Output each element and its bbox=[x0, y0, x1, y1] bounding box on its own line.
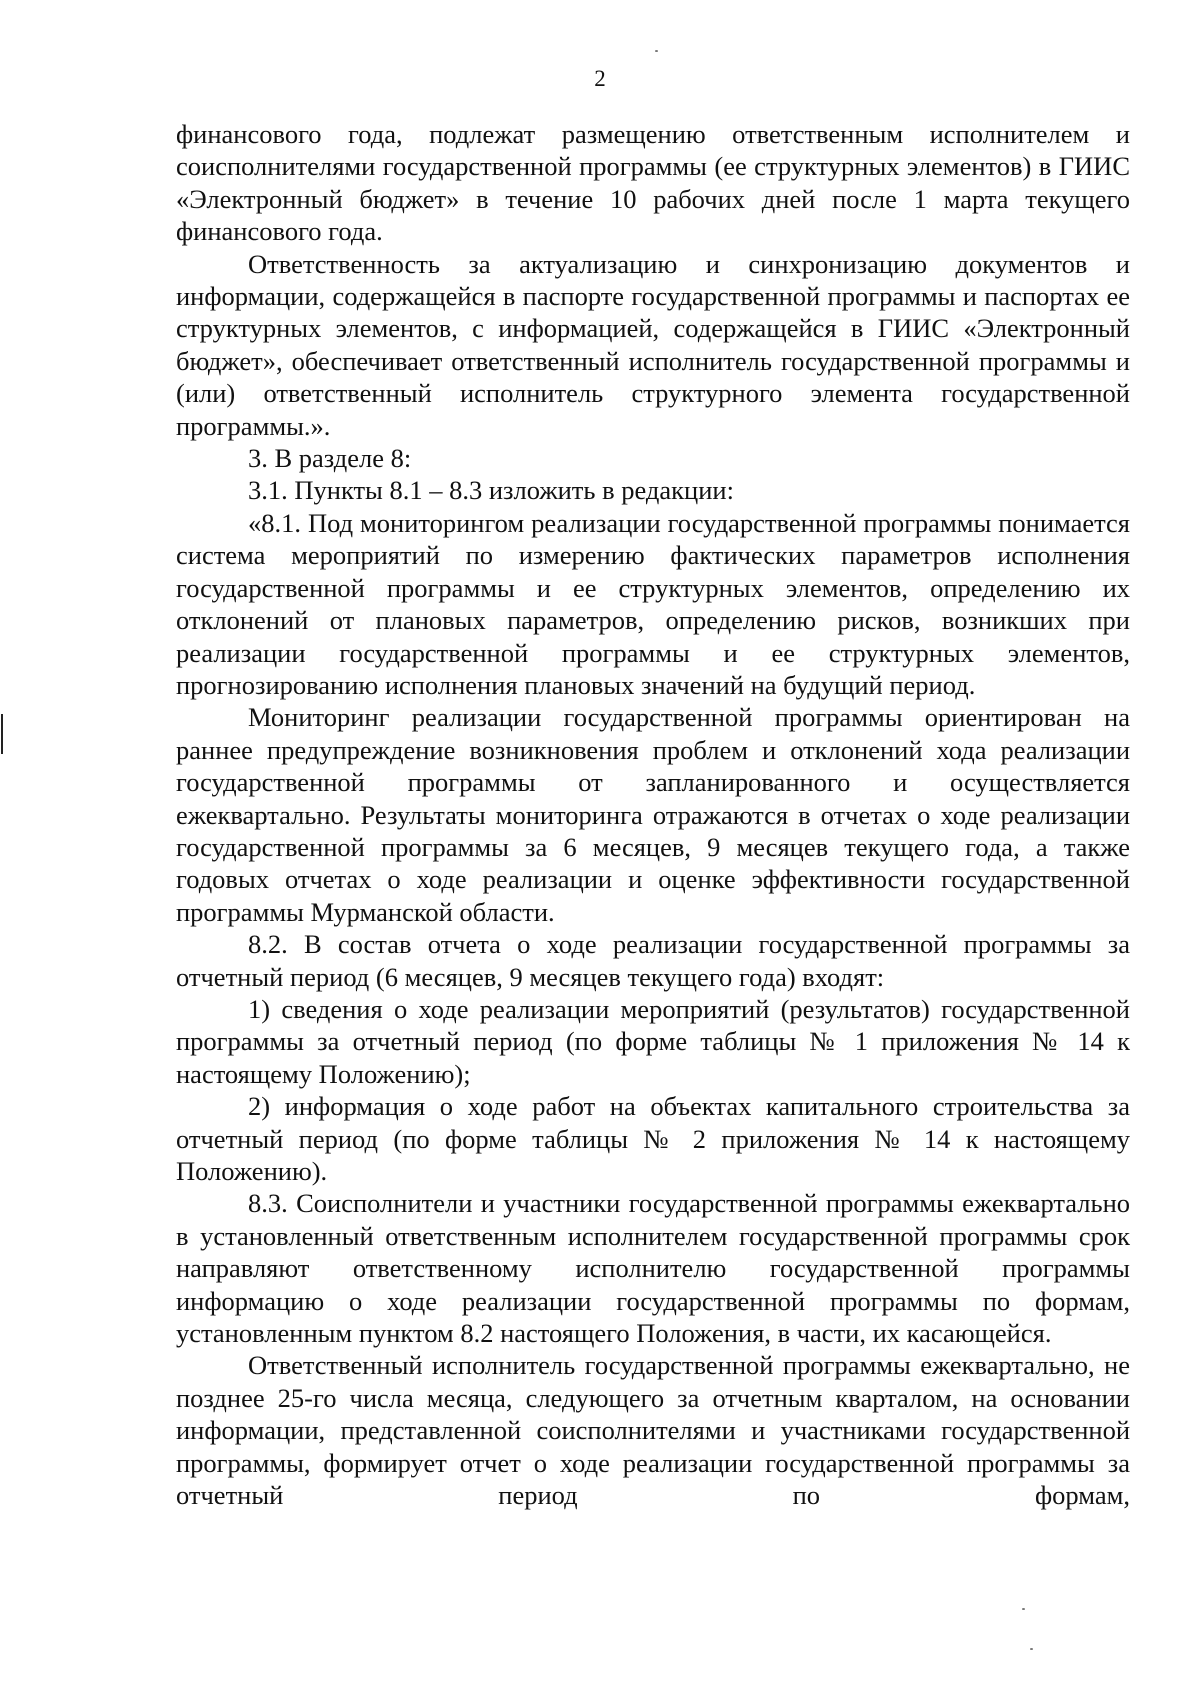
paragraph-responsibility: Ответственность за актуализацию и синхронизацию документов и информации, содержащейся в паспорте государственной программы и паспортах ее структурных элементов, с информацией, содержащейся в ГИИС «Электронный бюджет», обеспечивает ответственный исполнитель государственной программы и (или) ответственный исполнитель структурного элемента государственной программы.». bbox=[176, 248, 1130, 441]
paragraph-8-2-item-2: 2) информация о ходе работ на объектах капитального строительства за отчетный период (по форме таблицы № 2 приложения № 14 к настоящему Положению). bbox=[176, 1091, 1130, 1186]
page-number: 2 bbox=[594, 66, 606, 91]
paragraph-section-3: 3. В разделе 8: bbox=[248, 443, 412, 474]
paragraph-responsible-executor: Ответственный исполнитель государственной программы ежеквартально, не позднее 25-го числа месяца, следующего за отчетным кварталом, на основании информации, представленной соисполнителями и участниками государственной программы, формирует отчет о ходе реализации государственной программы за отчетный период по формам, bbox=[176, 1350, 1130, 1511]
scan-speck bbox=[655, 50, 658, 52]
paragraph-8-1: «8.1. Под мониторингом реализации государственной программы понимается система мероприятий по измерению фактических параметров исполнения государственной программы и ее структурных элементов, определению их отклонений от плановых параметров, определению рисков, возникших при реализации государственной программы и ее структурных элементов, прогнозированию исполнения плановых значений на будущий период. bbox=[176, 507, 1130, 700]
scan-speck bbox=[1030, 1648, 1033, 1650]
paragraph-continuation: финансового года, подлежат размещению ответственным исполнителем и соисполнителями государственной программы (ее структурных элементов) в ГИИС «Электронный бюджет» в течение 10 рабочих дней после 1 марта текущего финансового года. bbox=[176, 119, 1130, 247]
paragraph-monitoring: Мониторинг реализации государственной программы ориентирован на раннее предупреждение возникновения проблем и отклонений хода реализации государственной программы от запланированного и осуществляется ежеквартально. Результаты мониторинга отражаются в отчетах о ходе реализации государственной программы за 6 месяцев, 9 месяцев текущего года, а также годовых отчетах о ходе реализации и оценке эффективности государственной программы Мурманской области. bbox=[176, 702, 1130, 927]
paragraph-section-3-1: 3.1. Пункты 8.1 – 8.3 изложить в редакции: bbox=[248, 475, 734, 506]
scan-speck bbox=[1022, 1608, 1025, 1610]
margin-mark bbox=[1, 714, 3, 754]
document-body bbox=[176, 118, 1130, 1511]
paragraph-8-3: 8.3. Соисполнители и участники государственной программы ежеквартально в установленный ответственным исполнителем государственной программы срок направляют ответственному исполнителю государственной программы информацию о ходе реализации государственной программы по формам, установленным пунктом 8.2 настоящего Положения, в части, их касающейся. bbox=[176, 1188, 1130, 1349]
paragraph-8-2-item-1: 1) сведения о ходе реализации мероприятий (результатов) государственной программы за отчетный период (по форме таблицы № 1 приложения № 14 к настоящему Положению); bbox=[176, 993, 1130, 1089]
paragraph-8-2: 8.2. В состав отчета о ходе реализации государственной программы за отчетный период (6 месяцев, 9 месяцев текущего года) входят: bbox=[176, 929, 1130, 992]
